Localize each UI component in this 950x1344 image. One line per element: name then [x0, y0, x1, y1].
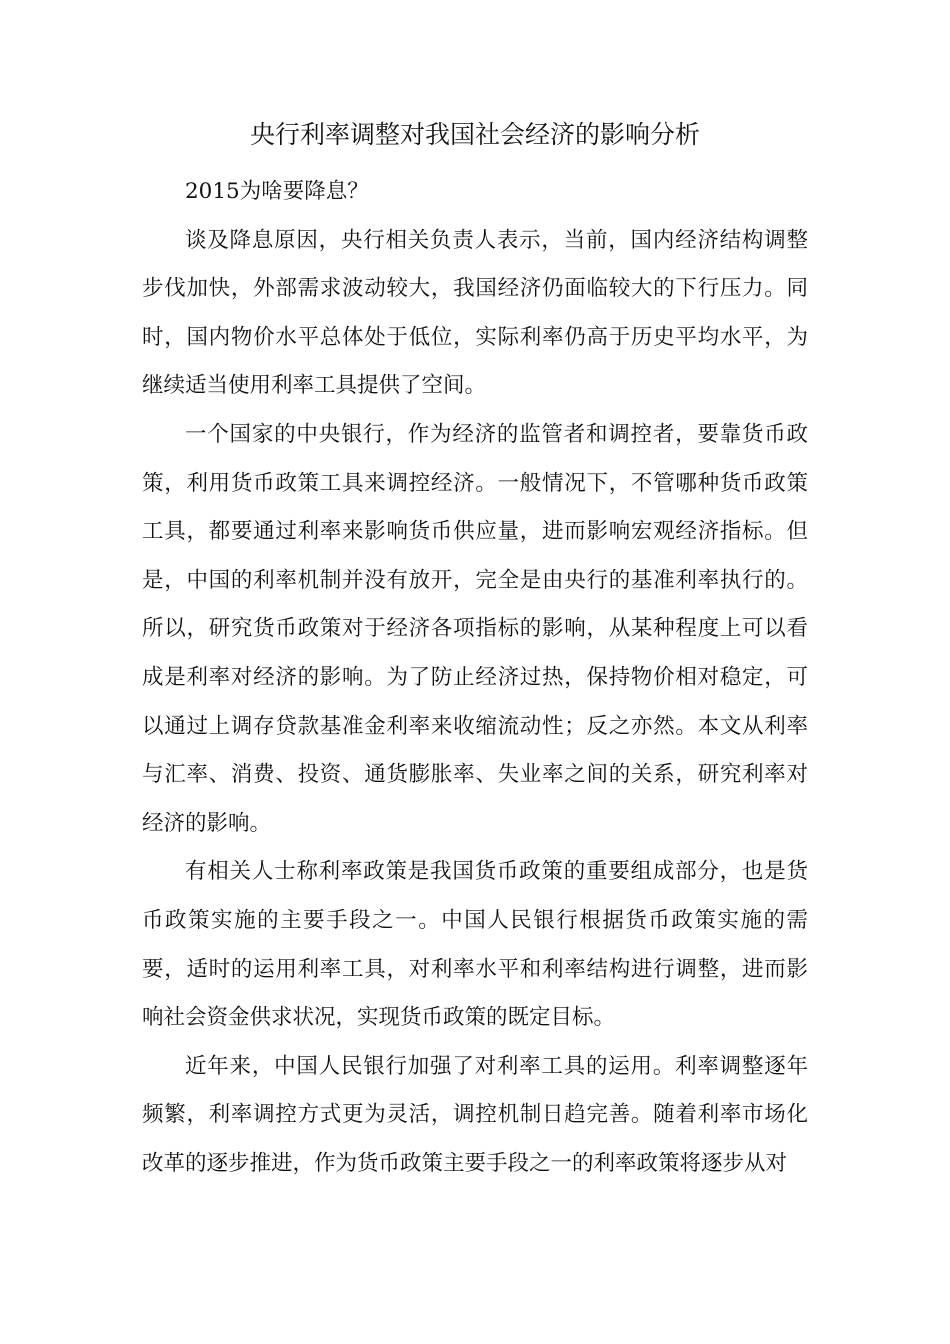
paragraph: 谈及降息原因，央行相关负责人表示，当前，国内经济结构调整步伐加快，外部需求波动较大，我国经济仍面临较大的下行压力。同时，国内物价水平总体处于低位，实际利率仍高于历史平均水平，为继续适当使用利率工具提供了空间。 — [142, 227, 808, 399]
paragraph: 近年来，中国人民银行加强了对利率工具的运用。利率调整逐年频繁，利率调控方式更为灵活，调控机制日趋完善。随着利率市场化改革的逐步推进，作为货币政策主要手段之一的利率政策将逐步从对 — [142, 1053, 808, 1176]
paragraph-subtitle: 2015为啥要降息？ — [185, 179, 369, 204]
paragraph: 一个国家的中央银行，作为经济的监管者和调控者，要靠货币政策，利用货币政策工具来调控经济。一般情况下，不管哪种货币政策工具，都要通过利率来影响货币供应量，进而影响宏观经济指标。但是，中国的利率机制并没有放开，完全是由央行的基准利率执行的。所以，研究货币政策对于经济各项指标的影响，从某种程度上可以看成是利率对经济的影响。为了防止经济过热，保持物价相对稳定，可以通过上调存贷款基准金利率来收缩流动性；反之亦然。本文从利率与汇率、消费、投资、通货膨胀率、失业率之间的关系，研究利率对经济的影响。 — [142, 421, 808, 836]
document-body — [142, 168, 808, 1188]
paragraph: 有相关人士称利率政策是我国货币政策的重要组成部分，也是货币政策实施的主要手段之一。中国人民银行根据货币政策实施的需要，适时的运用利率工具，对利率水平和利率结构进行调整，进而影响社会资金供求状况，实现货币政策的既定目标。 — [142, 859, 808, 1031]
document-title: 央行利率调整对我国社会经济的影响分析 — [249, 120, 700, 149]
